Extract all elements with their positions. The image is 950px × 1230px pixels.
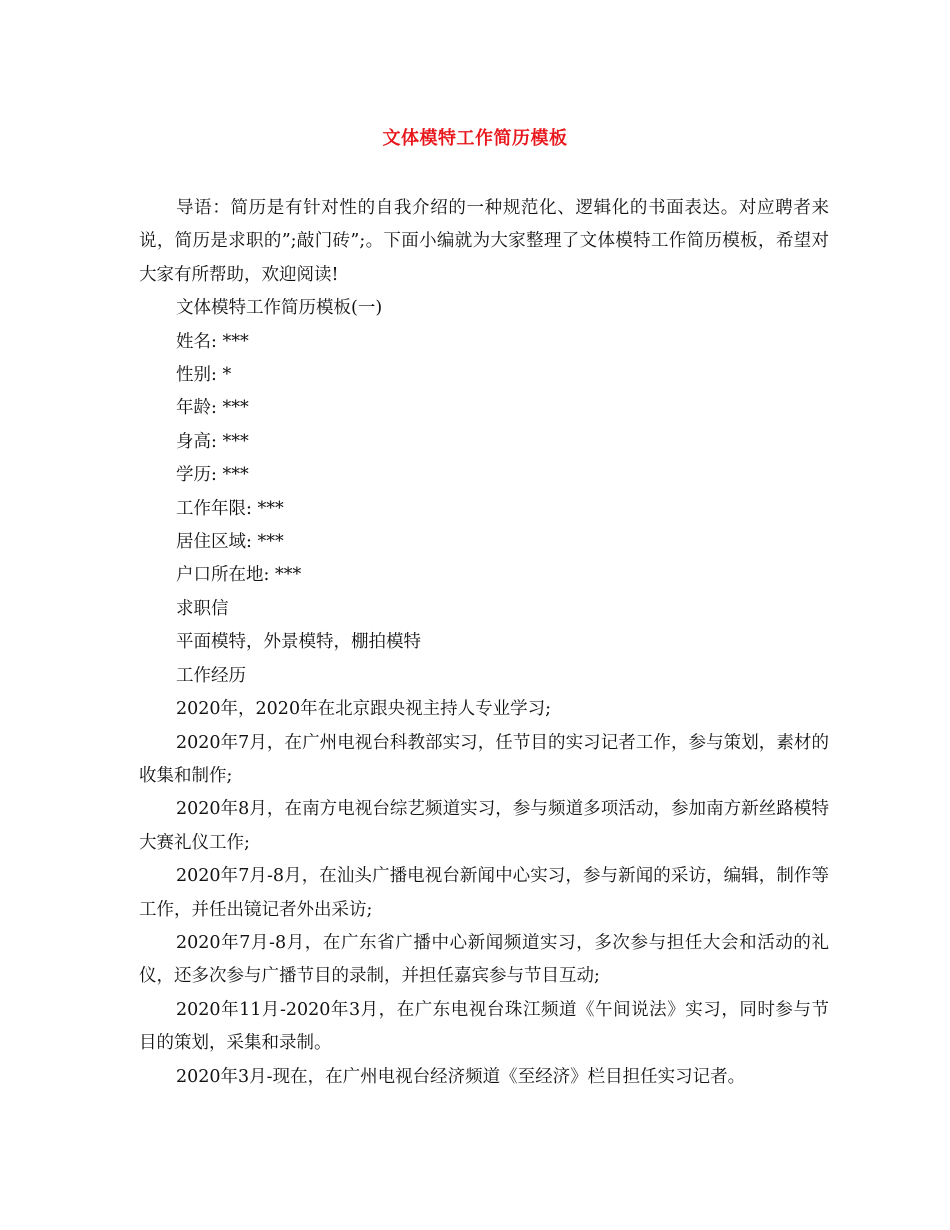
section-cover-letter: 求职信: [176, 598, 229, 619]
field-name: 姓名: ***: [176, 331, 249, 352]
experience-item: 2020年7月-8月，在汕头广播电视台新闻中心实习，参与新闻的采访，编辑，制作等工作，并任出镜记者外出采访;: [139, 866, 829, 920]
experience-item: 2020年11月-2020年3月，在广东电视台珠江频道《午间说法》实习，同时参与节目的策划，采集和录制。: [139, 999, 829, 1054]
field-education: 学历: ***: [176, 465, 249, 486]
experience-item: 2020年7月，在广州电视台科教部实习，任节目的实习记者工作，参与策划，素材的收集和制作;: [139, 732, 829, 786]
experience-item: 2020年7月-8月，在广东省广播中心新闻频道实习，多次参与担任大会和活动的礼仪，还多次参与广播节目的录制，并担任嘉宾参与节目互动;: [139, 932, 829, 987]
field-residence: 居住区域: ***: [176, 532, 284, 553]
field-work-years: 工作年限: ***: [176, 498, 284, 519]
experience-item: 2020年3月-现在，在广州电视台经济频道《至经济》栏目担任实习记者。: [176, 1066, 746, 1087]
resume-heading: 文体模特工作简历模板(一): [176, 298, 383, 319]
field-hukou: 户口所在地: ***: [176, 565, 302, 586]
field-age: 年龄: ***: [176, 398, 249, 419]
field-gender: 性别: *: [176, 365, 232, 386]
cover-letter-text: 平面模特，外景模特，棚拍模特: [176, 632, 421, 653]
experience-item: 2020年，2020年在北京跟央视主持人专业学习;: [176, 699, 551, 720]
experience-item: 2020年8月，在南方电视台综艺频道实习，参与频道多项活动，参加南方新丝路模特大赛礼仪工作;: [139, 799, 829, 853]
intro-paragraph: 导语：简历是有针对性的自我介绍的一种规范化、逻辑化的书面表达。对应聘者来说，简历是求职的”;敲门砖”;。下面小编就为大家整理了文体模特工作简历模板，希望对大家有所帮助，欢迎阅读!: [139, 198, 829, 285]
document-title: 文体模特工作简历模板: [382, 128, 568, 149]
field-height: 身高: ***: [176, 431, 249, 452]
document-body: [139, 192, 829, 1094]
section-work-experience: 工作经历: [176, 665, 246, 686]
